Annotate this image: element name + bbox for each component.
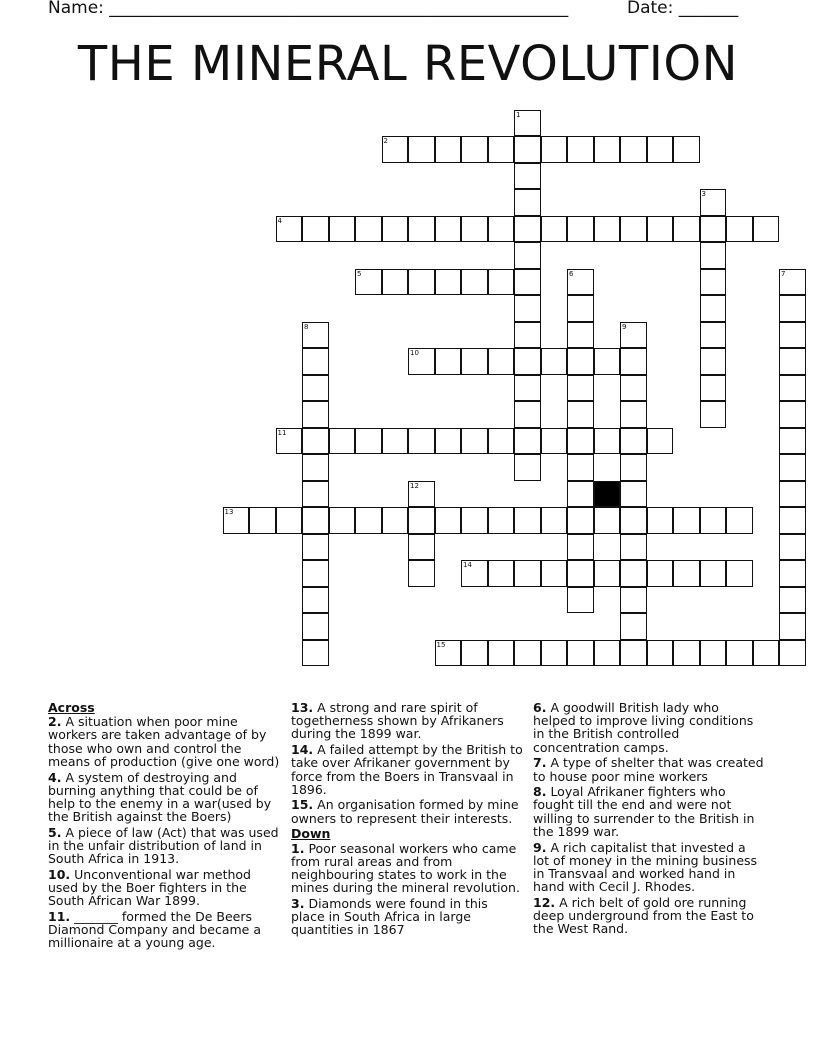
crossword-cell[interactable]	[647, 507, 674, 534]
crossword-cell[interactable]	[514, 507, 541, 534]
clue-text: A rich capitalist that invested a lot of money in the mining business in Transvaal and worked hand in hand with Cecil J. Rhodes.	[533, 839, 758, 895]
crossword-cell[interactable]	[514, 560, 541, 587]
crossword-cell[interactable]	[594, 428, 621, 455]
crossword-cell[interactable]	[514, 454, 541, 481]
crossword-cell[interactable]	[435, 640, 462, 667]
crossword-cell[interactable]	[514, 401, 541, 428]
crossword-cell[interactable]	[567, 587, 594, 614]
crossword-cell[interactable]	[620, 534, 647, 561]
clue-text: _______ formed the De Beers Diamond Company and became a millionaire at a young age.	[48, 909, 262, 951]
crossword-cell[interactable]	[514, 322, 541, 349]
clue-number: 12.	[533, 894, 556, 910]
clue-item	[533, 756, 765, 782]
crossword-cell[interactable]	[514, 269, 541, 296]
crossword-cell[interactable]	[726, 640, 753, 667]
cell-number: 4	[277, 216, 282, 225]
clue-text: Diamonds were found in this place in South Africa in large quantities in 1867	[291, 895, 488, 938]
clue-text: Unconventional war method used by the Boer fighters in the South African War 1899.	[48, 866, 251, 909]
crossword-cell[interactable]	[223, 507, 250, 534]
crossword-cell[interactable]	[567, 481, 594, 508]
crossword-cell[interactable]	[567, 295, 594, 322]
crossword-cell[interactable]	[302, 428, 329, 455]
clue-text: An organisation formed by mine owners to represent their interests.	[291, 797, 519, 826]
clue-section-heading: Across	[48, 700, 95, 715]
crossword-cell[interactable]	[567, 401, 594, 428]
crossword-cell[interactable]	[673, 507, 700, 534]
crossword-cell[interactable]	[567, 375, 594, 402]
crossword-cell[interactable]	[302, 613, 329, 640]
crossword-cell[interactable]	[488, 216, 515, 243]
crossword-cell[interactable]	[461, 428, 488, 455]
crossword-cell[interactable]	[382, 216, 409, 243]
clue-item	[533, 785, 765, 838]
crossword-cell[interactable]	[514, 189, 541, 216]
crossword-cell[interactable]	[567, 534, 594, 561]
clue-number: 2.	[48, 714, 62, 730]
crossword-cell[interactable]	[567, 507, 594, 534]
date-field-line: Date: _______	[627, 0, 739, 18]
clue-number: 11.	[48, 909, 71, 925]
crossword-cell[interactable]	[488, 640, 515, 667]
crossword-cell[interactable]	[700, 507, 727, 534]
crossword-cell[interactable]	[488, 136, 515, 163]
crossword-cell[interactable]	[355, 428, 382, 455]
clue-item	[291, 743, 523, 796]
crossword-cell[interactable]	[779, 322, 806, 349]
name-field-line: Name: ______________________________________________________	[48, 0, 569, 18]
crossword-cell[interactable]	[382, 269, 409, 296]
clue-number: 14.	[291, 742, 314, 758]
crossword-cell[interactable]	[329, 507, 356, 534]
clue-text: Poor seasonal workers who came from rural areas and from neighbouring states to work in the mines during the mineral revolution.	[291, 840, 520, 896]
crossword-cell[interactable]	[620, 216, 647, 243]
clue-item	[291, 798, 523, 824]
clue-number: 5.	[48, 824, 62, 840]
crossword-cell[interactable]	[382, 428, 409, 455]
crossword-cell[interactable]	[620, 401, 647, 428]
crossword-cell[interactable]	[779, 507, 806, 534]
crossword-cell[interactable]	[461, 560, 488, 587]
crossword-cell[interactable]	[620, 481, 647, 508]
crossword-cell[interactable]	[408, 269, 435, 296]
clue-number: 9.	[533, 839, 547, 855]
crossword-cell[interactable]	[620, 587, 647, 614]
blocked-cell	[594, 481, 621, 508]
cell-number: 9	[622, 322, 627, 331]
crossword-cell[interactable]	[435, 428, 462, 455]
clue-item	[533, 701, 765, 754]
crossword-cell[interactable]	[488, 269, 515, 296]
cell-number: 11	[277, 428, 287, 437]
crossword-cell[interactable]	[700, 216, 727, 243]
crossword-cell[interactable]	[700, 640, 727, 667]
crossword-cell[interactable]	[249, 507, 276, 534]
crossword-cell[interactable]	[461, 640, 488, 667]
cell-number: 10	[410, 349, 419, 357]
clue-number: 15.	[291, 797, 314, 813]
crossword-cell[interactable]	[779, 401, 806, 428]
clue-number: 4.	[48, 769, 62, 785]
crossword-cell[interactable]	[567, 269, 594, 296]
crossword-cell[interactable]	[700, 242, 727, 269]
clue-text: A failed attempt by the British to take over Afrikaner government by force from the Boers in Transvaal in 1896.	[291, 742, 523, 797]
crossword-cell[interactable]	[302, 587, 329, 614]
crossword-cell[interactable]	[647, 640, 674, 667]
crossword-cell[interactable]	[620, 136, 647, 163]
cell-number: 12	[410, 481, 419, 490]
crossword-cell[interactable]	[302, 507, 329, 534]
crossword-cell[interactable]	[408, 534, 435, 561]
crossword-cell[interactable]	[435, 216, 462, 243]
crossword-cell[interactable]	[673, 136, 700, 163]
crossword-cell[interactable]	[488, 560, 515, 587]
crossword-cell[interactable]	[567, 454, 594, 481]
cell-number: 7	[781, 269, 786, 278]
crossword-cell[interactable]	[567, 136, 594, 163]
crossword-cell[interactable]	[514, 136, 541, 163]
crossword-cell[interactable]	[302, 481, 329, 508]
crossword-cell[interactable]	[779, 269, 806, 296]
crossword-cell[interactable]	[514, 428, 541, 455]
crossword-cell[interactable]	[435, 136, 462, 163]
crossword-cell[interactable]	[514, 375, 541, 402]
crossword-cell[interactable]	[620, 348, 647, 375]
crossword-cell[interactable]	[594, 348, 621, 375]
crossword-cell[interactable]	[461, 348, 488, 375]
crossword-cell[interactable]	[329, 216, 356, 243]
crossword-cell[interactable]	[620, 375, 647, 402]
crossword-cell[interactable]	[567, 560, 594, 587]
clue-text: Loyal Afrikaner fighters who fought till the end and were not willing to surrender to the British in the 1899 war.	[533, 784, 755, 839]
clue-column-1	[48, 701, 280, 952]
crossword-cell[interactable]	[594, 216, 621, 243]
crossword-cell[interactable]	[700, 295, 727, 322]
crossword-cell[interactable]	[408, 507, 435, 534]
crossword-cell[interactable]	[461, 216, 488, 243]
crossword-cell[interactable]	[302, 534, 329, 561]
cell-number: 8	[304, 322, 309, 331]
crossword-cell[interactable]	[408, 560, 435, 587]
clue-column-3	[533, 701, 765, 938]
crossword-cell[interactable]	[408, 428, 435, 455]
crossword-cell[interactable]	[461, 507, 488, 534]
crossword-cell[interactable]	[541, 507, 568, 534]
crossword-cell[interactable]	[541, 136, 568, 163]
crossword-cell[interactable]	[779, 481, 806, 508]
crossword-cell[interactable]	[620, 640, 647, 667]
crossword-cell[interactable]	[382, 507, 409, 534]
clue-section-heading: Down	[291, 826, 331, 842]
crossword-cell[interactable]	[673, 560, 700, 587]
crossword-cell[interactable]	[594, 136, 621, 163]
crossword-cell[interactable]	[567, 322, 594, 349]
crossword-cell[interactable]	[514, 295, 541, 322]
cell-number: 14	[463, 561, 472, 569]
clue-number: 7.	[533, 755, 547, 771]
clue-item	[533, 896, 765, 936]
crossword-cell[interactable]	[355, 216, 382, 243]
crossword-cell[interactable]	[382, 136, 409, 163]
crossword-cell[interactable]	[408, 348, 435, 375]
clue-item	[291, 897, 523, 937]
clue-text: A situation when poor mine workers are taken advantage of by those who own and control the means of production (give one word)	[48, 714, 280, 769]
crossword-cell[interactable]	[276, 216, 303, 243]
crossword-cell[interactable]	[620, 560, 647, 587]
crossword-cell[interactable]	[435, 269, 462, 296]
crossword-cell[interactable]	[647, 428, 674, 455]
crossword-cell[interactable]	[408, 136, 435, 163]
crossword-cell[interactable]	[779, 613, 806, 640]
crossword-cell[interactable]	[620, 454, 647, 481]
clue-text: A piece of law (Act) that was used in the unfair distribution of land in South Africa in 1913.	[48, 824, 279, 867]
crossword-cell[interactable]	[753, 216, 780, 243]
crossword-cell[interactable]	[355, 507, 382, 534]
clue-number: 3.	[291, 895, 305, 911]
crossword-cell[interactable]	[541, 348, 568, 375]
crossword-cell[interactable]	[514, 640, 541, 667]
crossword-cell[interactable]	[779, 534, 806, 561]
clue-number: 10.	[48, 866, 71, 882]
crossword-cell[interactable]	[567, 216, 594, 243]
crossword-cell[interactable]	[276, 428, 303, 455]
crossword-cell[interactable]	[594, 560, 621, 587]
clue-item	[291, 701, 523, 741]
crossword-cell[interactable]	[541, 216, 568, 243]
clue-text: A rich belt of gold ore running deep underground from the East to the West Rand.	[533, 894, 754, 937]
cell-number: 15	[436, 640, 446, 649]
crossword-cell[interactable]	[514, 242, 541, 269]
crossword-cell[interactable]	[779, 454, 806, 481]
crossword-cell[interactable]	[541, 428, 568, 455]
crossword-cell[interactable]	[408, 216, 435, 243]
crossword-cell[interactable]	[302, 560, 329, 587]
crossword-cell[interactable]	[700, 322, 727, 349]
crossword-cell[interactable]	[488, 348, 515, 375]
crossword-cell[interactable]	[276, 507, 303, 534]
clue-text: A system of destroying and burning anything that could be of help to the enemy in a war(used by the British against the Boers)	[48, 769, 272, 825]
crossword-cell[interactable]	[302, 216, 329, 243]
cell-number: 2	[383, 137, 388, 145]
clue-item	[48, 910, 280, 950]
clue-item	[291, 842, 523, 895]
crossword-cell[interactable]	[435, 507, 462, 534]
crossword-cell[interactable]	[779, 587, 806, 614]
clue-item	[48, 771, 280, 824]
cell-number: 5	[357, 269, 362, 278]
crossword-cell[interactable]	[461, 136, 488, 163]
cell-number: 1	[516, 110, 521, 119]
crossword-cell[interactable]	[302, 348, 329, 375]
clue-column-2	[291, 701, 523, 939]
cell-number: 13	[224, 508, 234, 516]
crossword-cell[interactable]	[567, 428, 594, 455]
clue-number: 1.	[291, 840, 305, 856]
crossword-cell[interactable]	[779, 295, 806, 322]
crossword-cell[interactable]	[726, 507, 753, 534]
crossword-cell[interactable]	[620, 507, 647, 534]
crossword-cell[interactable]	[302, 640, 329, 667]
crossword-cell[interactable]	[700, 401, 727, 428]
clue-number: 8.	[533, 784, 547, 800]
cell-number: 3	[701, 190, 706, 198]
crossword-cell[interactable]	[700, 348, 727, 375]
crossword-cell[interactable]	[514, 348, 541, 375]
crossword-cell[interactable]	[355, 269, 382, 296]
crossword-cell[interactable]	[779, 560, 806, 587]
clue-number: 13.	[291, 700, 314, 715]
crossword-cell[interactable]	[435, 348, 462, 375]
crossword-cell[interactable]	[726, 560, 753, 587]
crossword-cell[interactable]	[673, 216, 700, 243]
crossword-cell[interactable]	[594, 507, 621, 534]
crossword-cell[interactable]	[779, 428, 806, 455]
crossword-cell[interactable]	[594, 640, 621, 667]
crossword-cell[interactable]	[302, 454, 329, 481]
crossword-cell[interactable]	[302, 401, 329, 428]
crossword-cell[interactable]	[461, 269, 488, 296]
crossword-cell[interactable]	[647, 136, 674, 163]
crossword-cell[interactable]	[302, 322, 329, 349]
crossword-cell[interactable]	[726, 216, 753, 243]
crossword-cell[interactable]	[567, 348, 594, 375]
crossword-cell[interactable]	[673, 640, 700, 667]
crossword-cell[interactable]	[620, 322, 647, 349]
crossword-cell[interactable]	[541, 640, 568, 667]
clue-item	[48, 715, 280, 768]
crossword-cell[interactable]	[647, 560, 674, 587]
crossword-cell[interactable]	[700, 269, 727, 296]
crossword-cell[interactable]	[700, 189, 727, 216]
crossword-cell[interactable]	[408, 481, 435, 508]
crossword-cell[interactable]	[779, 375, 806, 402]
clue-item	[48, 826, 280, 866]
crossword-cell[interactable]	[620, 428, 647, 455]
crossword-cell[interactable]	[514, 163, 541, 190]
clue-item	[533, 841, 765, 894]
clue-item	[48, 868, 280, 908]
crossword-cell[interactable]	[779, 640, 806, 667]
crossword-cell[interactable]	[779, 348, 806, 375]
crossword-cell[interactable]	[329, 428, 356, 455]
page-title: THE MINERAL REVOLUTION	[77, 36, 739, 92]
crossword-cell[interactable]	[620, 613, 647, 640]
crossword-cell[interactable]	[488, 507, 515, 534]
crossword-cell[interactable]	[700, 375, 727, 402]
crossword-cell[interactable]	[302, 375, 329, 402]
crossword-cell[interactable]	[647, 216, 674, 243]
clue-text: A type of shelter that was created to house poor mine workers	[533, 755, 764, 784]
cell-number: 6	[569, 269, 574, 278]
crossword-cell[interactable]	[541, 560, 568, 587]
crossword-cell[interactable]	[753, 640, 780, 667]
crossword-cell[interactable]	[514, 110, 541, 137]
clue-text: A goodwill British lady who helped to improve living conditions in the British controlled concentration camps.	[533, 700, 754, 755]
clue-text: A strong and rare spirit of togetherness shown by Afrikaners during the 1899 war.	[291, 700, 504, 742]
crossword-cell[interactable]	[567, 640, 594, 667]
clue-number: 6.	[533, 700, 547, 715]
crossword-cell[interactable]	[514, 216, 541, 243]
crossword-cell[interactable]	[488, 428, 515, 455]
crossword-cell[interactable]	[700, 560, 727, 587]
